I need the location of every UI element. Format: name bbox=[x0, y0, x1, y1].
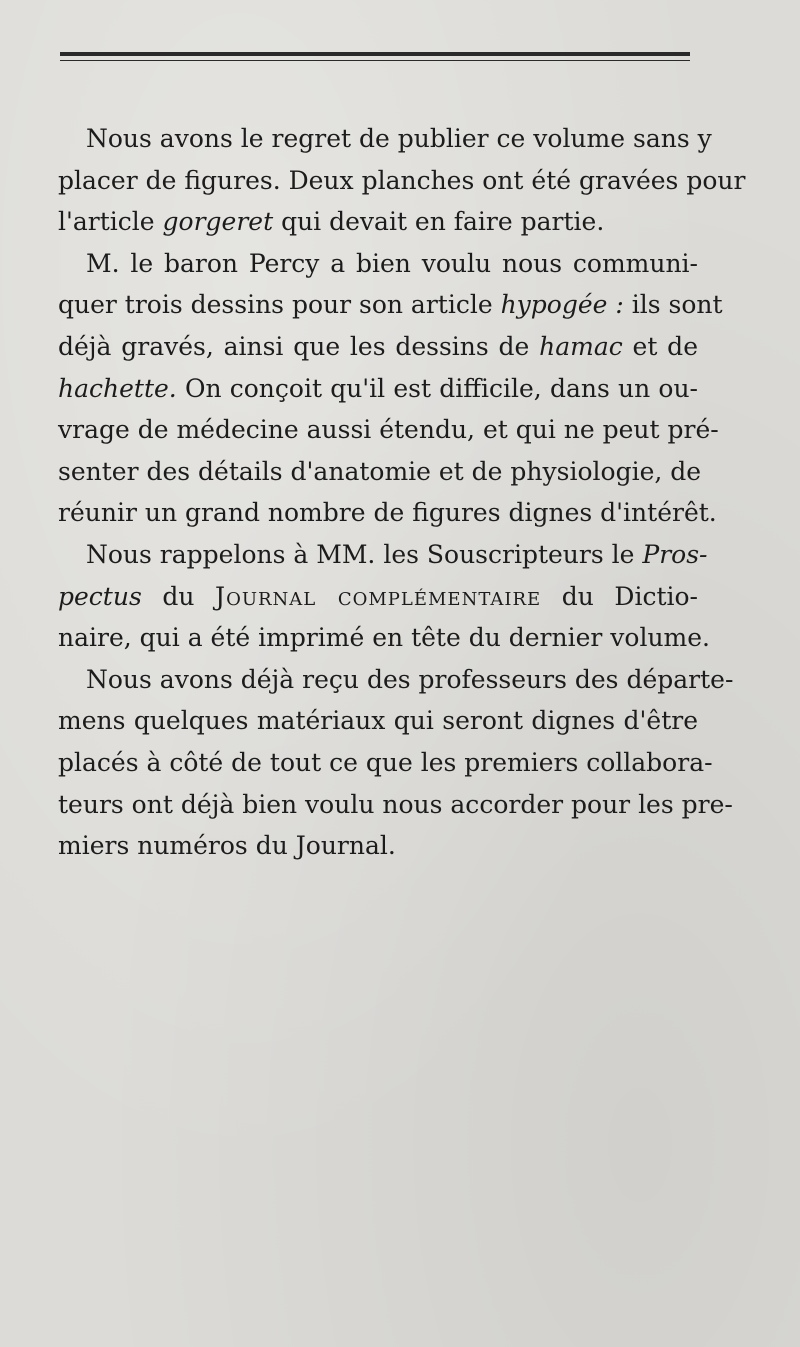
paragraph-2 bbox=[58, 243, 723, 534]
text-line: Nous avons déjà reçu des professeurs des départe- bbox=[86, 664, 734, 694]
text-line: déjà gravés, ainsi que les dessins de hamac et de bbox=[58, 331, 698, 361]
text-line: hachette. On conçoit qu'il est difficile, dans un ou- bbox=[58, 373, 698, 403]
text-line: pectus du Journal complémentaire du Dictio- bbox=[58, 581, 698, 611]
notice-text bbox=[58, 118, 746, 867]
text-line: miers numéros du Journal. bbox=[58, 831, 396, 861]
text-line: placer de figures. Deux planches ont été gravées pour bbox=[58, 165, 746, 195]
paragraph-4 bbox=[58, 659, 734, 867]
text-line: mens quelques matériaux qui seront dignes d'être bbox=[58, 706, 698, 736]
text-line: Nous rappelons à MM. les Souscripteurs le Pros- bbox=[86, 539, 708, 569]
text-line: l'article gorgeret qui devait en faire partie. bbox=[58, 207, 605, 237]
text-line: M. le baron Percy a bien voulu nous communi- bbox=[86, 248, 698, 278]
header-rule-thick bbox=[60, 52, 690, 56]
text-line: naire, qui a été imprimé en tête du dernier volume. bbox=[58, 623, 711, 653]
text-line: Nous avons le regret de publier ce volume sans y bbox=[86, 124, 712, 153]
text-line: senter des détails d'anatomie et de physiologie, de bbox=[58, 456, 702, 486]
text-line: réunir un grand nombre de figures dignes d'intérêt. bbox=[58, 498, 717, 528]
text-line: vrage de médecine aussi étendu, et qui ne peut pré- bbox=[58, 415, 719, 445]
paragraph-3 bbox=[58, 534, 711, 659]
paragraph-1 bbox=[58, 118, 746, 243]
text-line: teurs ont déjà bien voulu nous accorder pour les pre- bbox=[58, 789, 733, 819]
header-rule-thin bbox=[60, 60, 690, 61]
text-line: quer trois dessins pour son article hypogée : ils sont bbox=[58, 290, 723, 320]
text-line: placés à côté de tout ce que les premiers collabora- bbox=[58, 747, 713, 777]
